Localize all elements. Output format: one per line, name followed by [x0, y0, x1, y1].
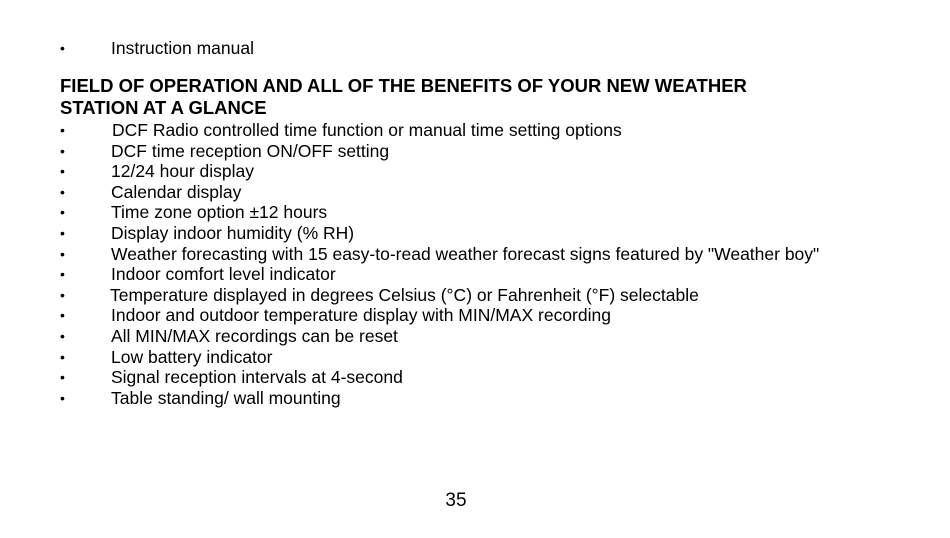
bullet-icon: • — [60, 327, 65, 344]
list-item-text: Indoor and outdoor temperature display with MIN/MAX recording — [111, 305, 611, 326]
list-item-text: Signal reception intervals at 4-second — [111, 367, 403, 388]
bullet-icon: • — [60, 266, 65, 283]
list-item-text: Weather forecasting with 15 easy-to-read weather forecast signs featured by "Weather boy" — [111, 243, 820, 264]
bullet-icon: • — [60, 224, 65, 241]
page-number: 35 — [445, 490, 467, 511]
list-item-text: DCF time reception ON/OFF setting — [111, 140, 390, 161]
list-item-text: Indoor comfort level indicator — [111, 264, 336, 285]
bullet-icon: • — [60, 163, 65, 180]
bullet-icon: • — [60, 286, 65, 303]
list-item-text: Display indoor humidity (% RH) — [111, 222, 355, 243]
section-heading-line-2: STATION AT A GLANCE — [60, 97, 267, 118]
bullet-icon: • — [60, 142, 65, 159]
bullet-icon: • — [60, 183, 65, 200]
bullet-icon: • — [60, 122, 65, 138]
bullet-icon: • — [60, 307, 65, 324]
bullet-icon: • — [60, 245, 65, 262]
bullet-icon: • — [60, 204, 65, 221]
bullet-icon: • — [60, 369, 65, 386]
bullet-icon: • — [60, 389, 65, 406]
bullet-icon: • — [60, 348, 65, 365]
list-item-text: DCF Radio controlled time function or manual time setting options — [112, 120, 622, 140]
list-item-text: Low battery indicator — [111, 346, 273, 367]
bullet-icon: • — [60, 40, 65, 56]
section-heading — [60, 75, 860, 119]
section-heading-line-1: FIELD OF OPERATION AND ALL OF THE BENEFITS OF YOUR NEW WEATHER — [60, 75, 747, 96]
list-item-text: Table standing/ wall mounting — [111, 387, 341, 408]
list-item-text: Temperature displayed in degrees Celsius (°C) or Fahrenheit (°F) selectable — [110, 284, 699, 305]
list-item-text: Time zone option ±12 hours — [111, 202, 328, 223]
list-item-text: Calendar display — [111, 181, 242, 202]
list-item-text: All MIN/MAX recordings can be reset — [111, 325, 398, 346]
list-item-text: 12/24 hour display — [111, 161, 255, 182]
list-item-text: Instruction manual — [111, 38, 254, 58]
